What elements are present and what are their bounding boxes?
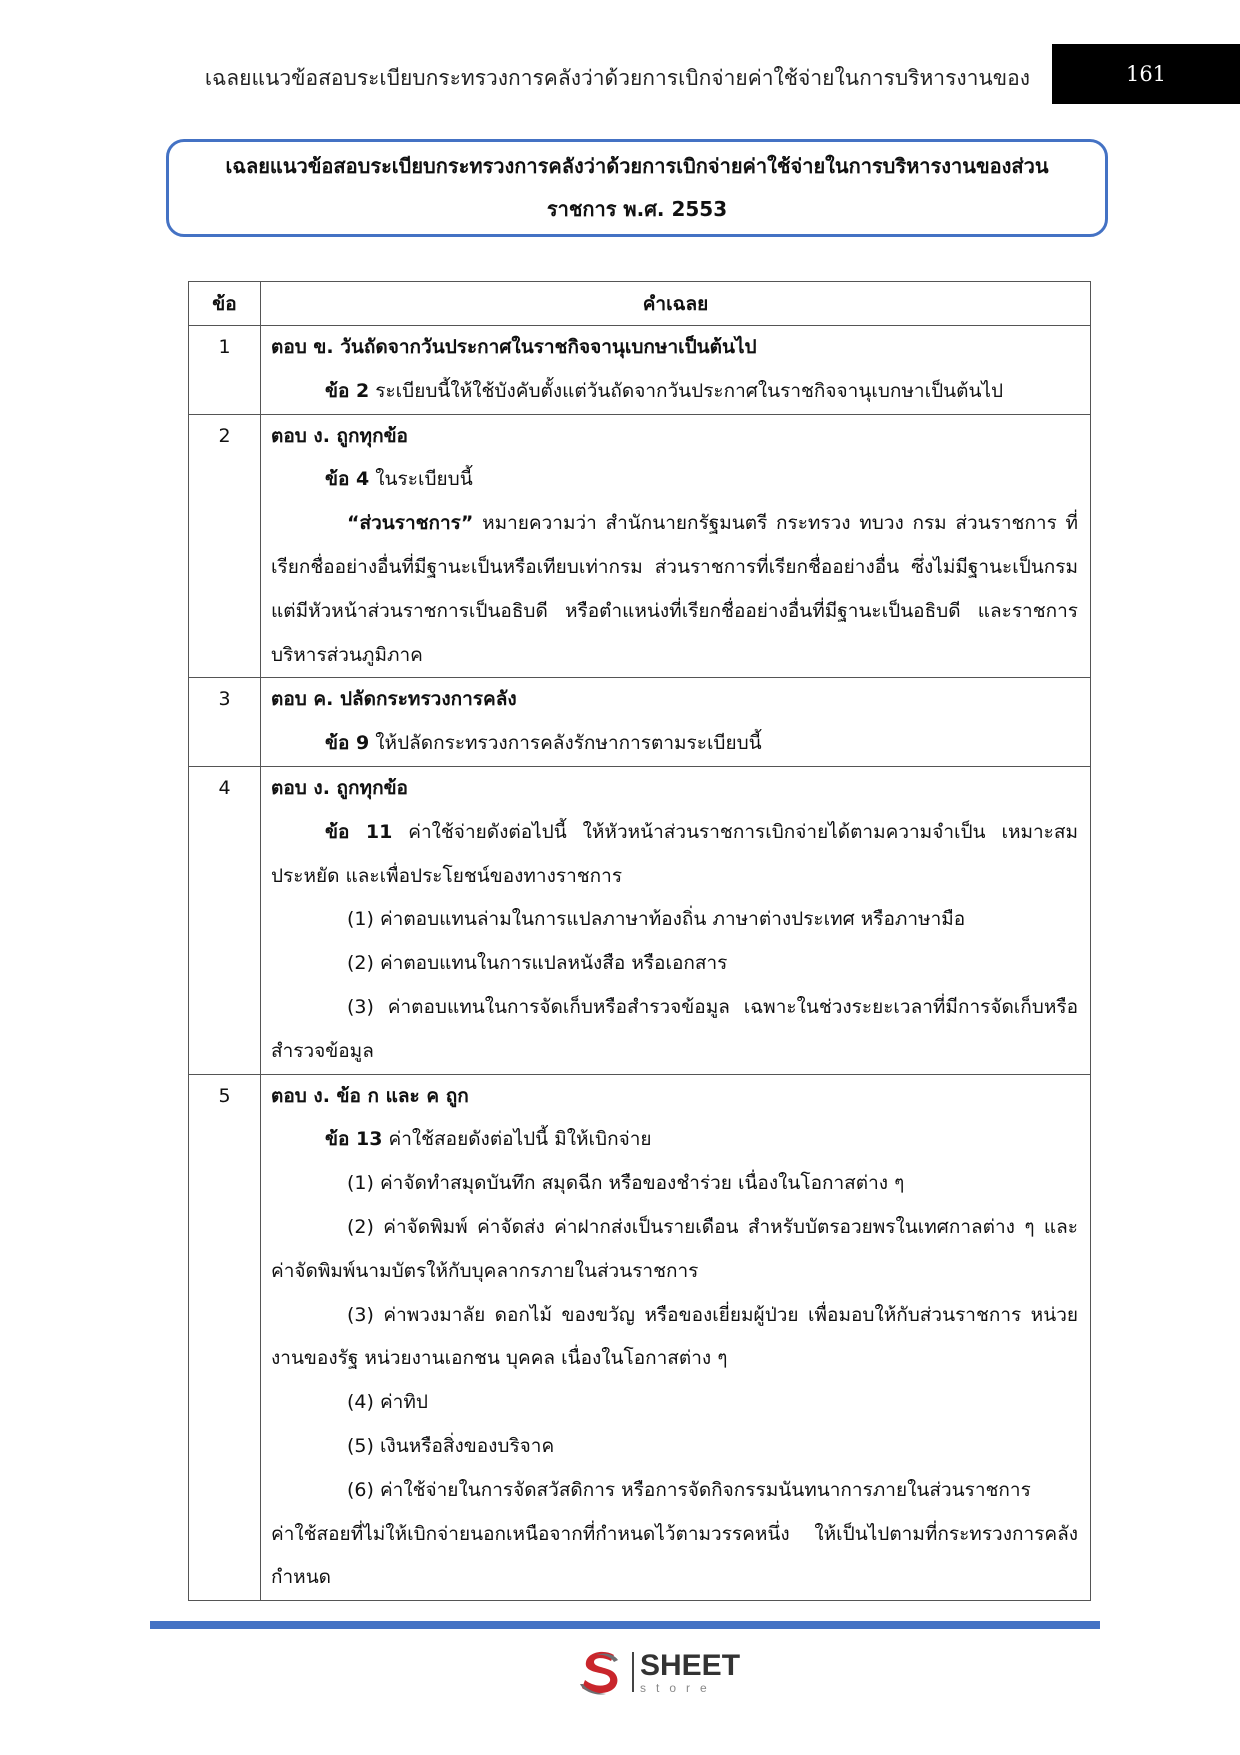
table-row [189,1074,1091,1601]
answer-choice: ตอบ ง. ถูกทุกข้อ [271,776,408,799]
list-item: (2) ค่าตอบแทนในการแปลหนังสือ หรือเอกสาร [347,952,728,975]
table-row [189,414,1091,678]
list-item: (3) ค่าตอบแทนในการจัดเก็บหรือสำรวจข้อมูล เฉพาะในช่วงระยะเวลาที่มีการจัดเก็บหรือสำรวจข้อมูล [271,995,1078,1062]
row-number: 5 [189,1074,261,1601]
definition-term: “ส่วนราชการ” [347,512,474,535]
clause-number: ข้อ 9 [325,732,370,755]
table-header-row [189,282,1091,326]
logo-subword: store [640,1680,717,1695]
sheet-store-logo-icon [574,1646,626,1698]
answer-choice: ตอบ ข. วันถัดจากวันประกาศในราชกิจจานุเบกษาเป็นต้นไป [271,336,757,358]
clause-number: ข้อ 13 [325,1128,383,1151]
list-item: (5) เงินหรือสิ่งของบริจาค [347,1434,555,1457]
logo-separator [632,1652,634,1692]
answer-choice: ตอบ ค. ปลัดกระทรวงการคลัง [271,688,517,711]
title-box [166,139,1108,237]
clause-text: ค่าใช้จ่ายดังต่อไปนี้ ให้หัวหน้าส่วนราชการเบิกจ่ายได้ตามความจำเป็น เหมาะสม ประหยัด และเพื่อประโยชน์ของทางราชการ [271,820,1078,887]
clause-line [271,722,1078,766]
clause-text: ให้ปลัดกระทรวงการคลังรักษาการตามระเบียบนี้ [369,732,762,755]
logo-word: SHEET [640,1648,741,1682]
answer-choice: ตอบ ง. ถูกทุกข้อ [271,424,408,447]
row-answer-cell [261,1074,1091,1601]
list-item: (3) ค่าพวงมาลัย ดอกไม้ ของขวัญ หรือของเยี่ยมผู้ป่วย เพื่อมอบให้กับส่วนราชการ หน่วยงานของรัฐ หน่วยงานเอกชน บุคคล เนื่องในโอกาสต่าง ๆ [271,1303,1078,1370]
clause-number: ข้อ 4 [325,468,370,491]
list-item: (6) ค่าใช้จ่ายในการจัดสวัสดิการ หรือการจัดกิจกรรมนันทนาการภายในส่วนราชการ [347,1478,1031,1501]
list-item: (1) ค่าตอบแทนล่ามในการแปลภาษาท้องถิ่น ภาษาต่างประเทศ หรือภาษามือ [347,908,966,931]
title-line-2: ราชการ พ.ศ. 2553 [546,197,728,221]
table-row [189,326,1091,415]
row-answer-cell [261,678,1091,767]
page-number: 161 [1052,44,1240,104]
clause-number: ข้อ 2 [325,379,370,402]
clause-line [271,370,1078,414]
list-item: (2) ค่าจัดพิมพ์ ค่าจัดส่ง ค่าฝากส่งเป็นรายเดือน สำหรับบัตรอวยพรในเทศกาลต่าง ๆ และค่าจัดพิมพ์นามบัตรให้กับบุคลากรภายในส่วนราชการ [271,1215,1078,1282]
row-answer-cell [261,414,1091,678]
footer-rule [150,1621,1100,1629]
table-row [189,678,1091,767]
column-header-no: ข้อ [189,282,261,326]
clause-text: ในระเบียบนี้ [369,468,473,491]
row-number: 1 [189,326,261,415]
row-answer-cell [261,326,1091,415]
list-item: (4) ค่าทิป [347,1391,428,1414]
clause-number: ข้อ 11 [325,820,393,843]
row-number: 3 [189,678,261,767]
row-answer-cell [261,766,1091,1074]
row-number: 4 [189,766,261,1074]
clause-line [271,1118,1078,1162]
clause-text: ค่าใช้สอยดังต่อไปนี้ มิให้เบิกจ่าย [382,1128,652,1151]
table-row [189,766,1091,1074]
definition-text: หมายความว่า สำนักนายกรัฐมนตรี กระทรวง ทบวง กรม ส่วนราชการ ที่เรียกชื่ออย่างอื่นที่มีฐานะเป็นหรือเทียบเท่ากรม ส่วนราชการที่เรียกชื่ออย่างอื่น ซึ่งไม่มีฐานะเป็นกรม แต่มีหัวหน้าส่วนราชการเป็นอธิบดี หรือตำแหน่งที่เรียกชื่ออย่างอื่นที่มีฐานะเป็นอธิบดี และราชการ บริหารส่วนภูมิภาค [271,512,1078,666]
definition-paragraph [271,502,1078,677]
answer-choice: ตอบ ง. ข้อ ก และ ค ถูก [271,1084,469,1107]
list-item: (1) ค่าจัดทำสมุดบันทึก สมุดฉีก หรือของชำร่วย เนื่องในโอกาสต่าง ๆ [347,1172,905,1195]
clause-text: ระเบียบนี้ให้ใช้บังคับตั้งแต่วันถัดจากวันประกาศในราชกิจจานุเบกษาเป็นต้นไป [369,379,1004,402]
running-header: เฉลยแนวข้อสอบระเบียบกระทรวงการคลังว่าด้วยการเบิกจ่ายค่าใช้จ่ายในการบริหารงานของ [204,66,1030,90]
clause-line [271,458,1078,502]
logo-text [640,1648,741,1695]
column-header-answer: คำเฉลย [261,282,1091,326]
sheet-store-logo [574,1646,740,1698]
clause-line [271,811,1078,899]
closing-paragraph: ค่าใช้สอยที่ไม่ให้เบิกจ่ายนอกเหนือจากที่กำหนดไว้ตามวรรคหนึ่ง ให้เป็นไปตามที่กระทรวงการคลังกำหนด [271,1522,1078,1589]
title-line-1: เฉลยแนวข้อสอบระเบียบกระทรวงการคลังว่าด้วยการเบิกจ่ายค่าใช้จ่ายในการบริหารงานของส่วน [225,154,1049,178]
answer-table [188,281,1091,1601]
row-number: 2 [189,414,261,678]
